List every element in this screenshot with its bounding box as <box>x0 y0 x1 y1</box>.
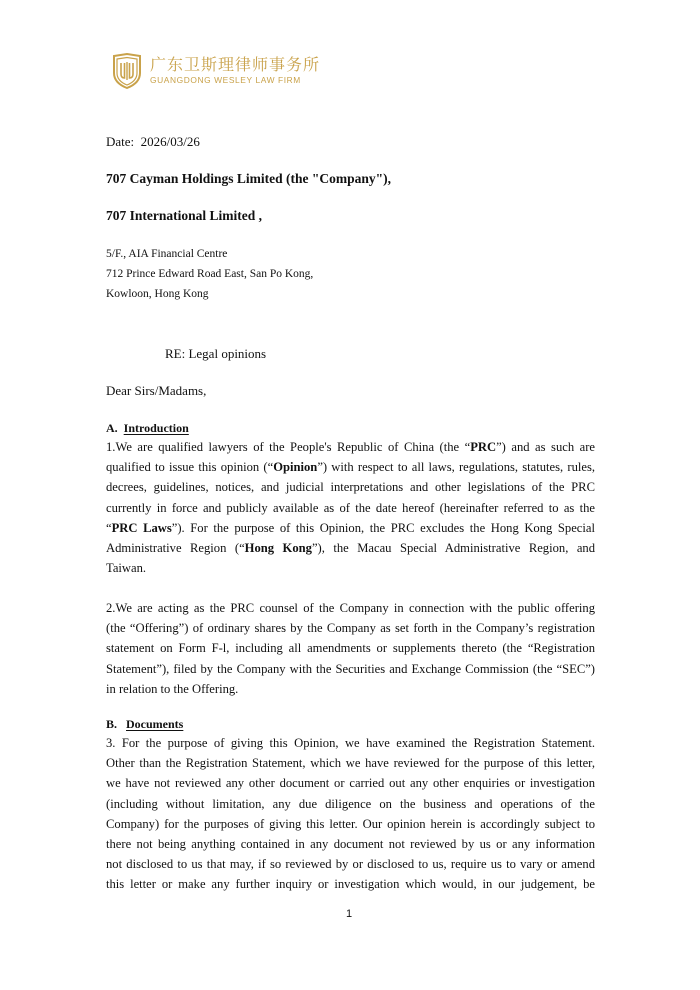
addressee-international: 707 International Limited , <box>106 208 263 223</box>
section-title: Introduction <box>123 421 189 435</box>
letter-date <box>106 134 200 150</box>
defined-term-prc-laws: PRC Laws <box>111 520 172 535</box>
section-heading-documents <box>106 717 183 732</box>
defined-term-hong-kong: Hong Kong <box>244 540 312 555</box>
date-label: Date: <box>106 134 135 149</box>
paragraph-1: 1.We are qualified lawyers of the People's Republic of China (the “PRC”) and as such are qualified to issue this opinion (“Opinion”) with respect to all laws, regulations, statutes, rules, decrees, guidelines, notices, and judicial interpretations and other legislations of the PRC currently in force and publicly available as of the date hereof (hereinafter referred to as the “PRC Laws”). For the purpose of this Opinion, the PRC excludes the Hong Kong Special Administrative Region (“Hong Kong”), the Macau Special Administrative Region, and Taiwan. <box>106 440 596 576</box>
section-heading-introduction <box>106 421 189 436</box>
address-line: Kowloon, Hong Kong <box>106 288 209 300</box>
date-value: 2026/03/26 <box>140 134 200 149</box>
defined-term-prc: PRC <box>470 440 497 454</box>
subject-line: RE: Legal opinions <box>165 346 267 361</box>
addressee-company: 707 Cayman Holdings Limited (the "Company"), <box>106 171 392 186</box>
section-title: Documents <box>126 717 184 731</box>
paragraph-3: 3. For the purpose of giving this Opinion, we have examined the Registration Statement. Other than the Registration Statement, which we have reviewed for the purpose of this letter, we have not reviewed any other document or carried out any other enquiries or investigation (including without limitation, any due diligence on the business and operations of the Company) for the purposes of giving this letter. Our opinion herein is accordingly subject to there not being anything contained in any document not reviewed by us or any information not disclosed to us that may, if so reviewed by or disclosed to us, require us to vary or amend this letter or make any further inquiry or investigation which would, in our judgement, be <box>106 736 595 892</box>
page-number: 1 <box>346 908 353 920</box>
salutation: Dear Sirs/Madams, <box>106 383 207 398</box>
paragraph-2: 2.We are acting as the PRC counsel of the Company in connection with the public offering (the “Offering”) of ordinary shares by the Company as set forth in the Company’s registration statement on Form F-l, including all amendments or supplements thereto (the “Registration Statement”), filed by the Company with the Securities and Exchange Commission (the “SEC”) in relation to the Offering. <box>106 601 595 696</box>
address-line: 5/F., AIA Financial Centre <box>106 248 228 260</box>
firm-name-chinese: 广东卫斯理律师事务所 <box>150 55 321 75</box>
firm-logo <box>112 53 320 89</box>
section-label: A. <box>106 421 118 435</box>
shield-logo-icon <box>112 53 142 89</box>
address-line: 712 Prince Edward Road East, San Po Kong, <box>106 268 314 280</box>
defined-term-opinion: Opinion <box>273 460 318 475</box>
section-label: B. <box>106 717 118 731</box>
firm-name-english: GUANGDONG WESLEY LAW FIRM <box>150 75 301 86</box>
